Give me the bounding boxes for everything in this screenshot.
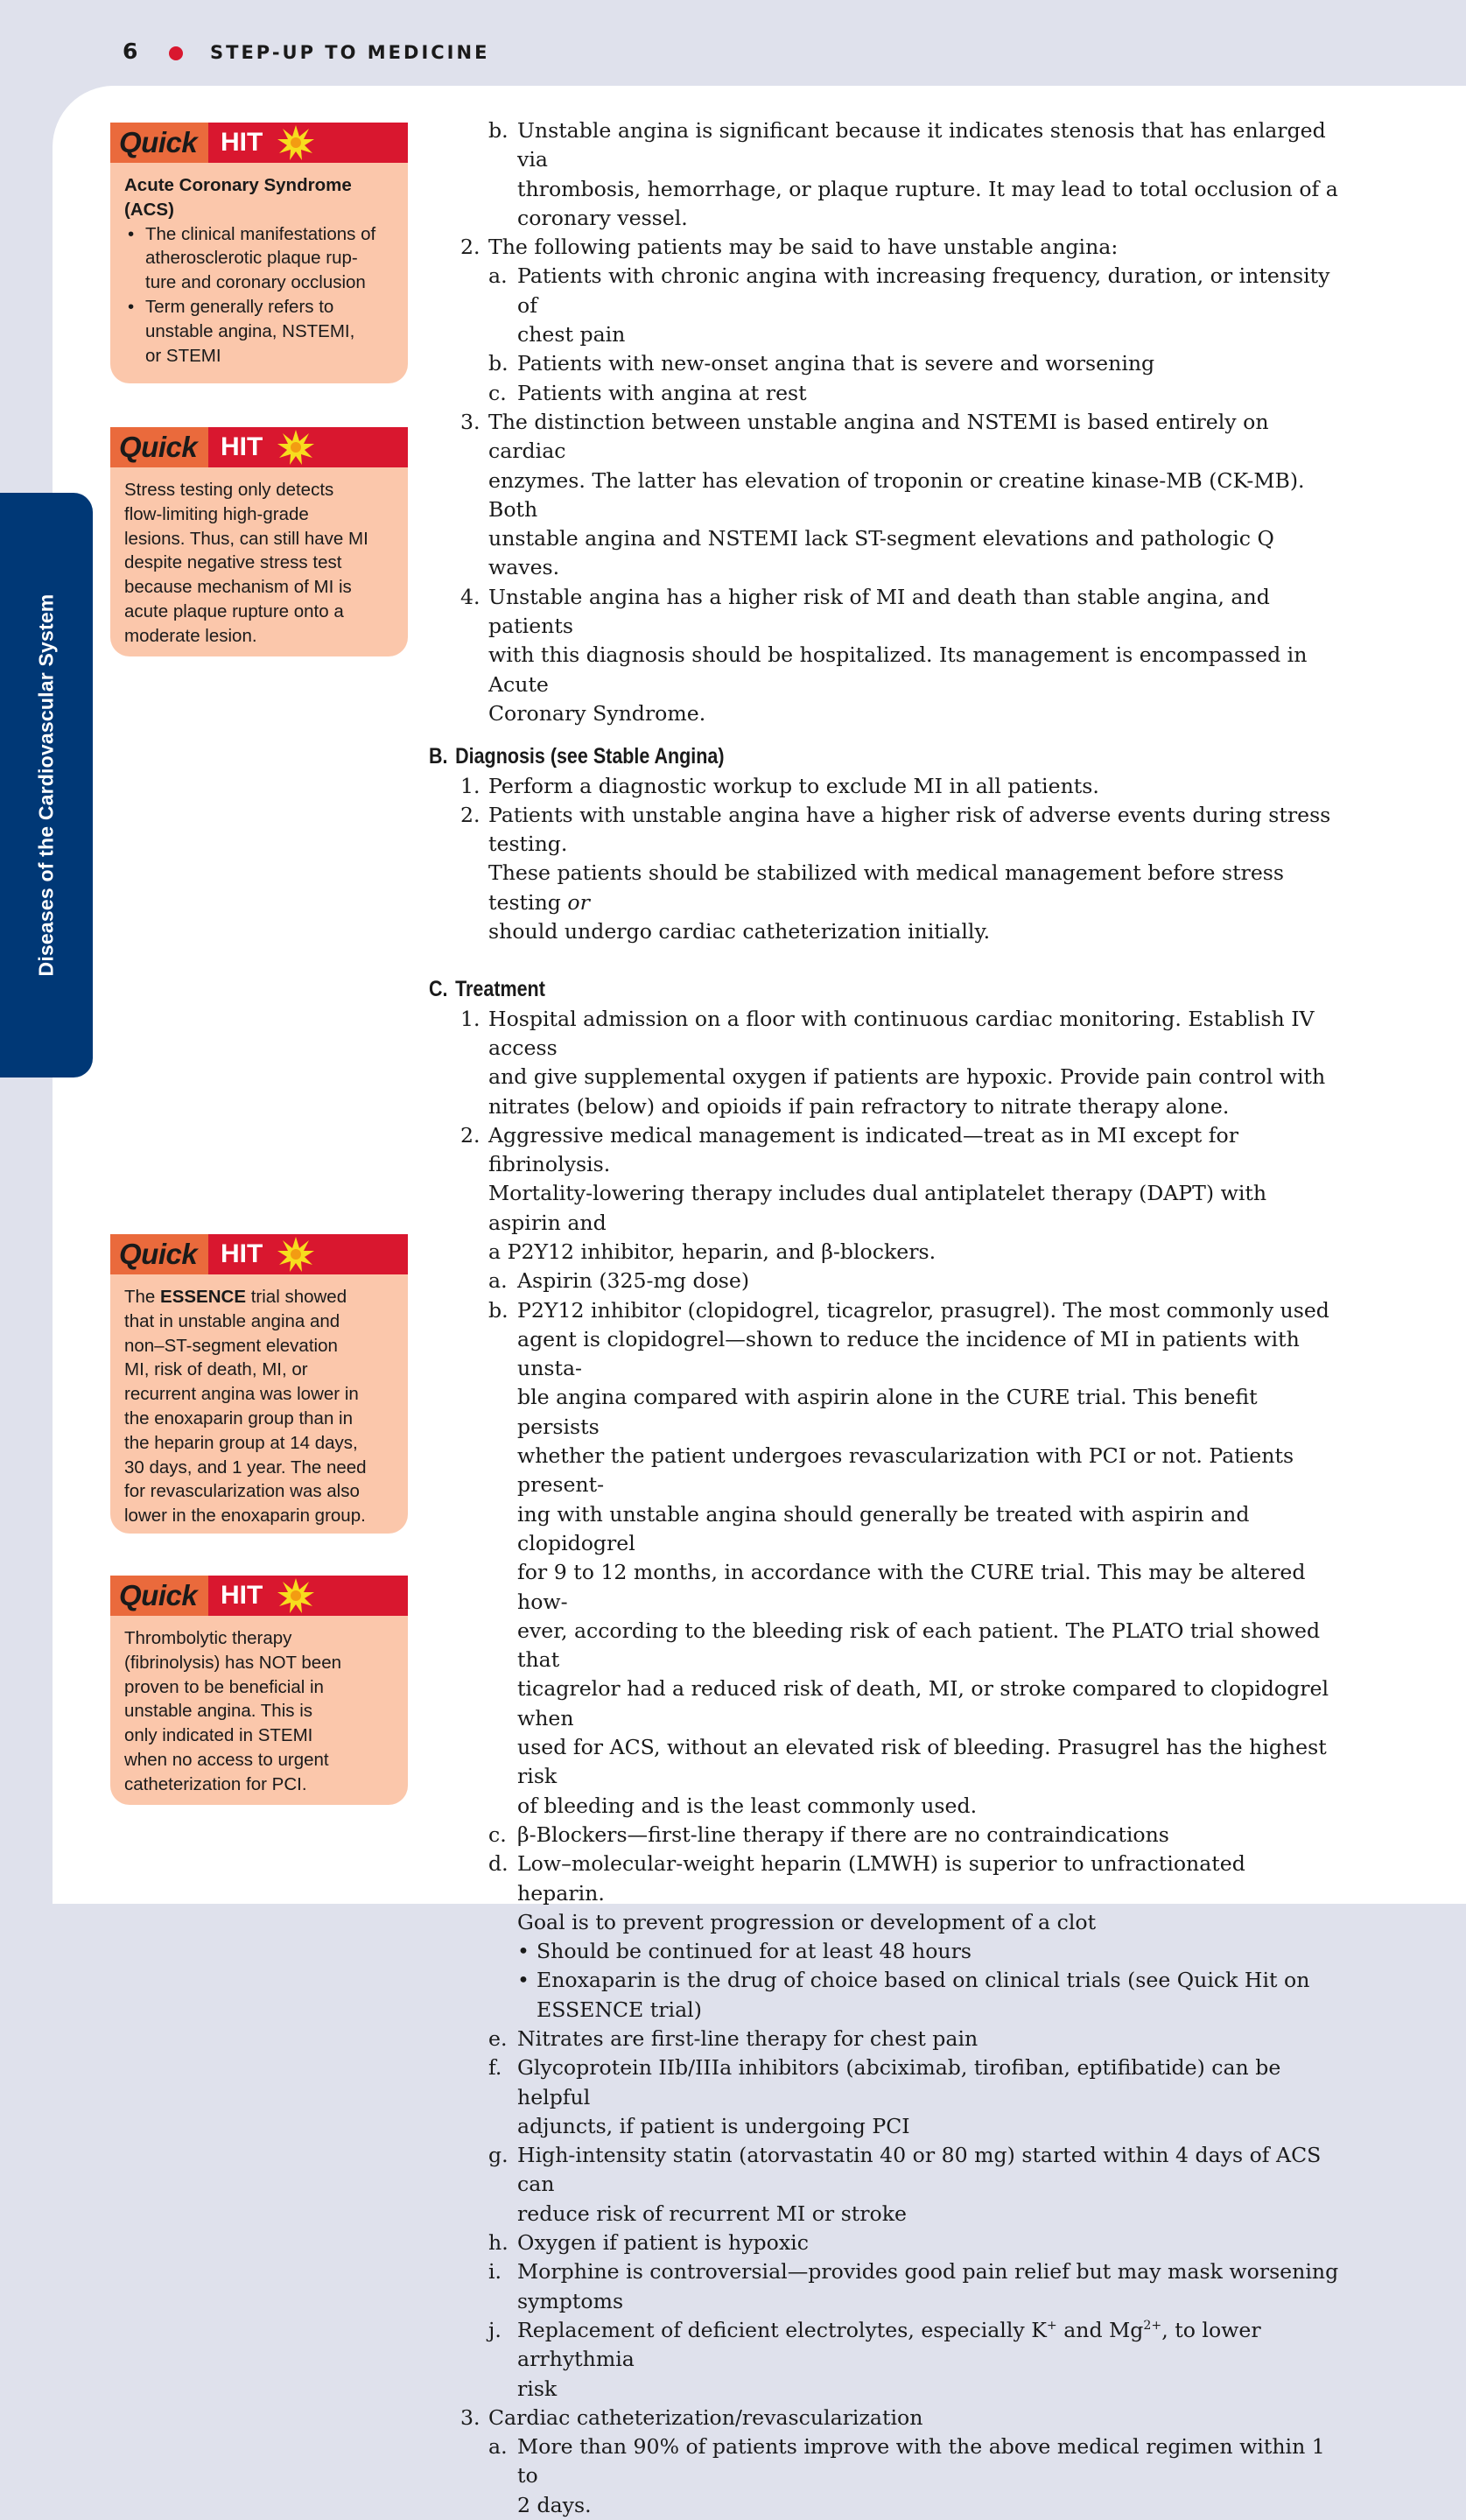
hit-label: HIT — [221, 1581, 263, 1610]
quick-hit-box-thrombolytic — [110, 1576, 408, 1805]
quick-hit-bullet: • The clinical manifestations of atherosclerotic plaque rup- ture and coronary occlusion — [124, 222, 394, 295]
bullet-item: • Enoxaparin is the drug of choice based on clinical trials (see Quick Hit on ESSENCE trial) — [517, 1968, 1310, 2022]
hit-label: HIT — [221, 128, 263, 157]
quick-hit-text: Stress testing only detects flow-limiting high-grade lesions. Thus, can still have MI despite negative stress test because mechanism of MI is acute plaque rupture onto a moderate lesion. — [124, 480, 368, 646]
list-item: b. P2Y12 inhibitor (clopidogrel, ticagrelor, prasugrel). The most commonly used agent is clopidogrel—shown to reduce the incidence of MI in patients with unsta- ble angina compared with aspirin alone in the CURE trial. This benefit persists whether the patient undergoes revascularization with PCI or not. Patients present- ing with unstable angina should generally be treated with aspirin and clopidogrel for 9 to 12 months, in accordance with the CURE trial. This may be altered how- ever, according to the bleeding risk of each patient. The PLATO trial showed that ticagrelor had a reduced risk of death, MI, or stroke compared to clopidogrel when used for ACS, without an elevated risk of bleeding. Prasugrel has the highest risk of bleeding and is the least commonly used. — [488, 1297, 1329, 1818]
starburst-icon — [277, 429, 315, 466]
list-item: a. More than 90% of patients improve with the above medical regimen within 1 to 2 days. — [488, 2434, 1325, 2517]
quick-hit-header — [110, 1576, 408, 1616]
running-header — [0, 0, 1466, 86]
list-item: d. Low–molecular-weight heparin (LMWH) is superior to unfractionated heparin. Goal is to prevent progression or development of a clot — [488, 1851, 1245, 1934]
list-item: i. Morphine is controversial—provides good pain relief but may mask worsening symptoms — [488, 2259, 1339, 2313]
list-item: c. Patients with angina at rest — [488, 380, 807, 405]
list-item: 4. Unstable angina has a higher risk of MI and death than stable angina, and patients with this diagnosis should be hospitalized. Its management is encompassed in Acute Coronary Syndrome. — [460, 584, 1308, 726]
quick-label: Quick — [119, 126, 198, 158]
quick-label: Quick — [119, 431, 198, 463]
quick-hit-text: Thrombolytic therapy (fibrinolysis) has NOT been proven to be beneficial in unstable angina. This is only indicated in STEMI when no access to urgent catheterization for PCI. — [124, 1628, 341, 1794]
section-heading-diagnosis: B. Diagnosis (see Stable Angina) — [429, 744, 725, 769]
section-heading-treatment: C. Treatment — [429, 977, 545, 1002]
hit-label: HIT — [221, 1239, 263, 1268]
chapter-side-tab-label: Diseases of the Cardiovascular System — [34, 593, 58, 977]
quick-hit-box-stress-testing — [110, 427, 408, 656]
quick-label: Quick — [119, 1579, 198, 1611]
list-item: 1. Perform a diagnostic workup to exclude MI in all patients. — [460, 773, 1099, 798]
list-item: 3. Cardiac catheterization/revascularization — [460, 2404, 923, 2430]
quick-hit-bullet: • Term generally refers to unstable angina, NSTEMI, or STEMI — [124, 295, 394, 368]
quick-label: Quick — [119, 1238, 198, 1270]
starburst-icon — [277, 1577, 315, 1614]
list-item: 2. Aggressive medical management is indicated—treat as in MI except for fibrinolysis. Mortality-lowering therapy includes dual antiplatelet therapy (DAPT) with aspirin and a P2Y12 inhibitor, heparin, and β-blockers. — [460, 1122, 1267, 1264]
list-item: b. Unstable angina is significant because it indicates stenosis that has enlarged via thrombosis, hemorrhage, or plaque rupture. It may lead to total occlusion of a coronary vessel. — [488, 118, 1338, 230]
list-item: g. High-intensity statin (atorvastatin 40 or 80 mg) started within 4 days of ACS can reduce risk of recurrent MI or stroke — [488, 2143, 1322, 2226]
quick-hit-header — [110, 123, 408, 163]
list-item: b. Patients with new-onset angina that is severe and worsening — [488, 351, 1155, 376]
starburst-icon — [277, 124, 315, 161]
list-item: a. Patients with chronic angina with increasing frequency, duration, or intensity of chest pain — [488, 263, 1330, 347]
book-title: STEP-UP TO MEDICINE — [210, 42, 490, 63]
quick-hit-box-acs — [110, 123, 408, 383]
list-item: e. Nitrates are first-line therapy for chest pain — [488, 2026, 979, 2051]
quick-hit-text: The ESSENCE trial showed that in unstable angina and non–ST-segment elevation MI, risk of death, MI, or recurrent angina was lower in the enoxaparin group than in the heparin group at 14 days, 30 days, and 1 year. The need for revascularization was also lower in the enoxaparin group. — [124, 1287, 367, 1527]
header-dot — [169, 46, 183, 60]
list-item: 2. Patients with unstable angina have a higher risk of adverse events during stress testing. These patients should be stabilized with medical management before stress testing or should undergo cardiac catheterization initially. — [460, 802, 1331, 944]
list-item: j. Replacement of deficient electrolytes, especially K+ and $Mg^{2+}$, to lower arrhythmia risk — [488, 2317, 1261, 2401]
page-number: 6 — [123, 39, 139, 64]
bullet-item: • Should be continued for at least 48 hours — [517, 1939, 972, 1964]
list-item: c. β-Blockers—first-line therapy if there are no contraindications — [488, 1822, 1169, 1847]
list-item: a. Aspirin (325-mg dose) — [488, 1268, 750, 1294]
quick-hit-header — [110, 1234, 408, 1274]
list-item: 3. The distinction between unstable angina and NSTEMI is based entirely on cardiac enzymes. The latter has elevation of troponin or creatine kinase-MB (CK-MB). Both unstable angina and NSTEMI lack ST-segment elevations and pathologic Q waves. — [460, 409, 1305, 580]
quick-hit-box-essence — [110, 1234, 408, 1534]
quick-hit-title: Acute Coronary Syndrome (ACS) — [124, 175, 352, 220]
list-item: f. Glycoprotein IIb/IIIa inhibitors (abciximab, tirofiban, eptifibatide) can be helpful adjuncts, if patient is undergoing PCI — [488, 2055, 1281, 2138]
list-item: h. Oxygen if patient is hypoxic — [488, 2230, 809, 2256]
list-item: 2. The following patients may be said to have unstable angina: — [460, 235, 1119, 260]
quick-hit-header — [110, 427, 408, 467]
list-item: 1. Hospital admission on a floor with continuous cardiac monitoring. Establish IV access and give supplemental oxygen if patients are hypoxic. Provide pain control with nitrates (below) and opioids if pain refractory to nitrate therapy alone. — [460, 1006, 1326, 1119]
hit-label: HIT — [221, 432, 263, 461]
main-text — [429, 116, 1339, 2520]
starburst-icon — [277, 1236, 315, 1273]
